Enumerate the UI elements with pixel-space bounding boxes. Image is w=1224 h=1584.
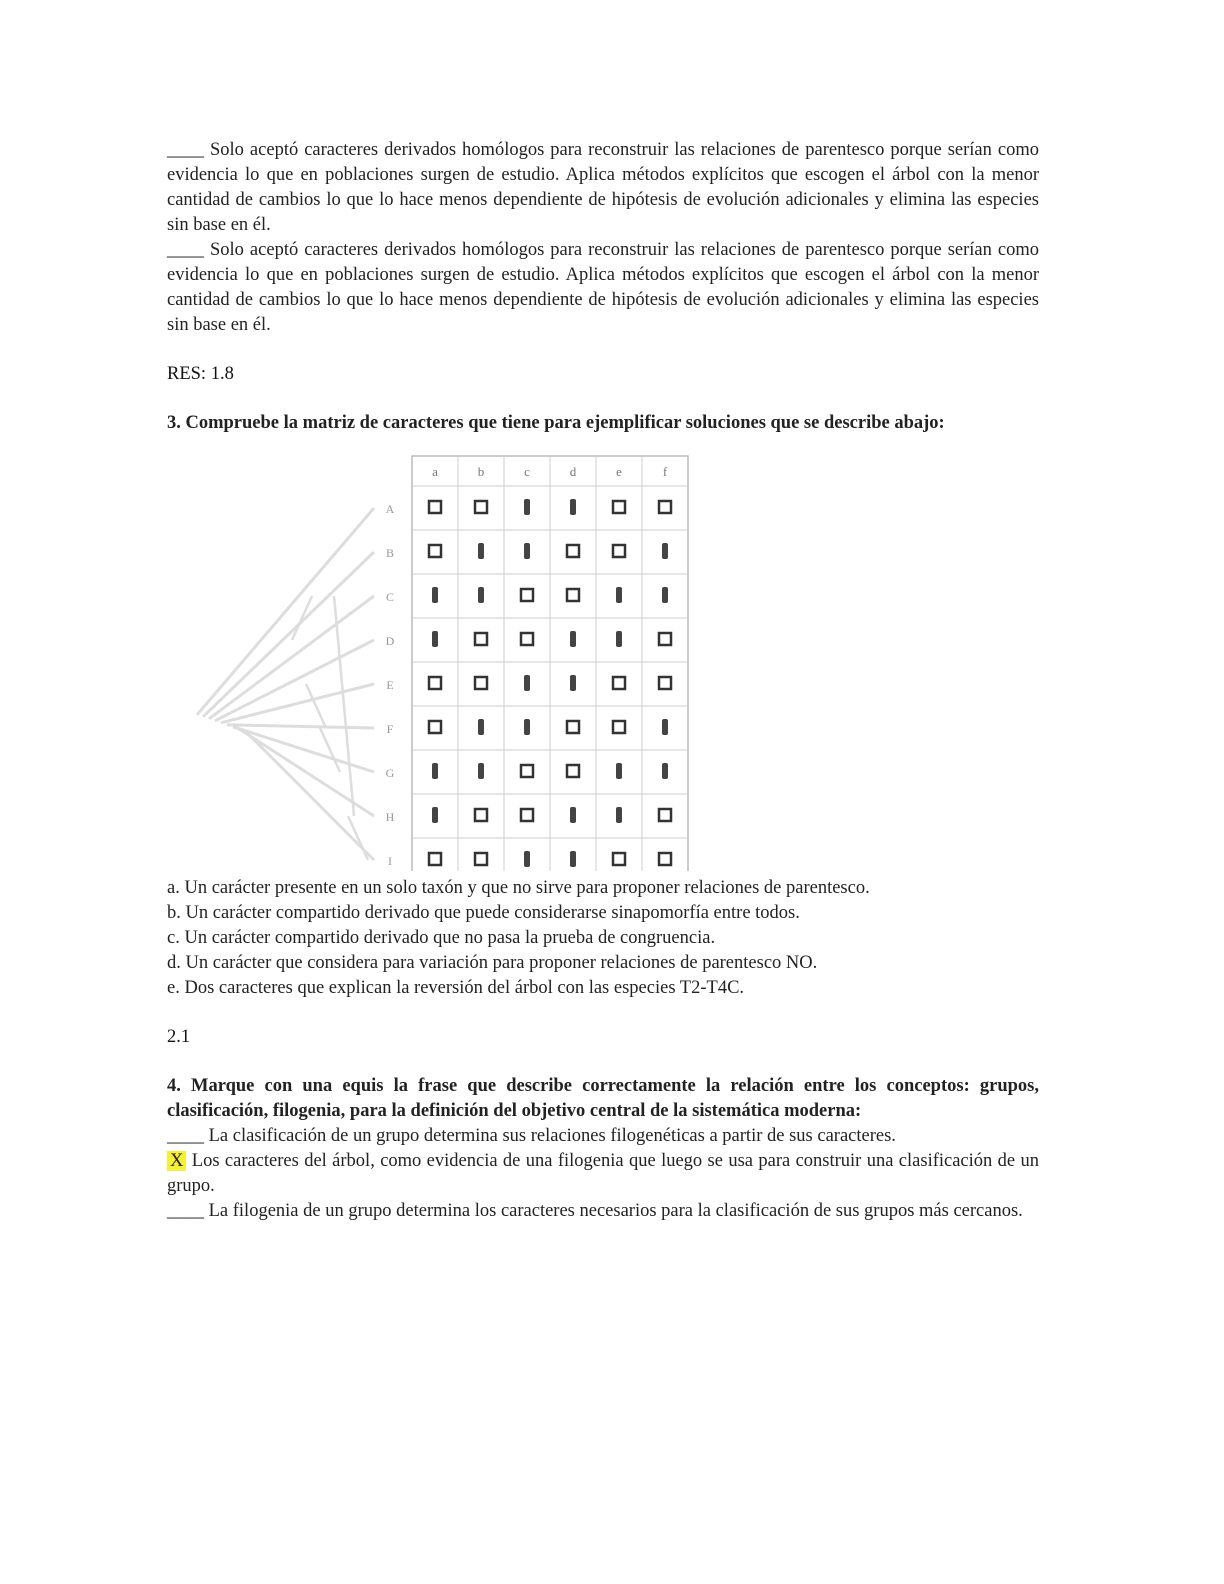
matrix-cell-square (567, 545, 579, 557)
matrix-cell-square (659, 809, 671, 821)
matrix-cell-bar (662, 543, 668, 559)
matrix-col-header: e (616, 464, 622, 479)
matrix-cell-bar (478, 763, 484, 779)
option-e: e. Dos caracteres que explican la reversión del árbol con las especies T2-T4C. (167, 978, 745, 998)
matrix-cell-bar (524, 851, 530, 867)
option-b: b. Un carácter compartido derivado que puede considerarse sinapomorfía entre todos. (167, 903, 800, 923)
option-c: c. Un carácter compartido derivado que no pasa la prueba de congruencia. (167, 928, 716, 948)
matrix-col-header: b (477, 464, 485, 479)
matrix-cell-square (567, 765, 579, 777)
cladogram-branch (221, 684, 374, 723)
matrix-cell-bar (616, 807, 622, 823)
taxon-label: G (385, 766, 395, 780)
matrix-cell-square (475, 677, 487, 689)
matrix-cell-square (429, 853, 441, 865)
character-matrix-figure (167, 446, 1039, 876)
cladogram-matrix (187, 446, 727, 871)
cladogram-branch (203, 552, 374, 717)
taxon-label: C (385, 590, 395, 604)
taxon-label: F (386, 722, 394, 736)
cladogram-node (306, 684, 326, 728)
matrix-cell-bar (570, 631, 576, 647)
matrix-cell-square (521, 809, 533, 821)
section-label: RES: 1.8 (167, 364, 234, 384)
matrix-cell-square (475, 501, 487, 513)
taxon-label: B (385, 546, 395, 560)
q4-item-3 (167, 1199, 1039, 1224)
matrix-cell-square (613, 721, 625, 733)
matrix-cell-square (613, 677, 625, 689)
matrix-cell-bar (616, 631, 622, 647)
answer-blank[interactable]: ____ (167, 1126, 204, 1146)
q4-item-2 (167, 1149, 1039, 1199)
question-4: 4. Marque con una equis la frase que describe correctamente la relación entre los conceptos: grupos, clasificación, filogenia, para la definición del objetivo central de la sistemática moderna: (167, 1076, 1039, 1121)
matrix-col-header: d (569, 464, 577, 479)
question-3: 3. Compruebe la matriz de caracteres que tiene para ejemplificar soluciones que se describe abajo: (167, 413, 945, 433)
matrix-cell-bar (478, 543, 484, 559)
cladogram-node (334, 596, 354, 816)
option-d: d. Un carácter que considera para variación para proponer relaciones de parentesco NO. (167, 953, 818, 973)
cladogram-branch (233, 727, 374, 772)
matrix-cell-bar (432, 807, 438, 823)
matrix-cell-square (613, 501, 625, 513)
q4-item-text: La clasificación de un grupo determina sus relaciones filogenéticas a partir de sus caracteres. (208, 1126, 896, 1146)
q4-item-text: Los caracteres del árbol, como evidencia de una filogenia que luego se usa para construir una clasificación de un grupo. (167, 1151, 1040, 1196)
matrix-cell-square (659, 633, 671, 645)
cladogram-branch (227, 725, 374, 728)
matrix-cell-bar (616, 587, 622, 603)
matrix-cell-square (429, 721, 441, 733)
matrix-cell-square (521, 633, 533, 645)
matrix-cell-square (475, 853, 487, 865)
matrix-cell-bar (662, 719, 668, 735)
option-a: a. Un carácter presente en un solo taxón y que no sirve para proponer relaciones de parentesco. (167, 878, 870, 898)
answer-blank[interactable]: ____ (167, 1201, 204, 1221)
document-page (167, 138, 1039, 1224)
matrix-col-header: c (524, 464, 530, 479)
matrix-cell-bar (662, 763, 668, 779)
cladogram-node (320, 728, 340, 772)
matrix-cell-bar (570, 499, 576, 515)
q4-item-1 (167, 1124, 1039, 1149)
matrix-cell-bar (432, 631, 438, 647)
matrix-cell-square (475, 809, 487, 821)
matrix-cell-bar (570, 851, 576, 867)
matrix-cell-bar (478, 587, 484, 603)
matrix-cell-bar (524, 675, 530, 691)
matrix-cell-square (613, 853, 625, 865)
matrix-cell-bar (570, 807, 576, 823)
matrix-cell-bar (524, 543, 530, 559)
intro-paragraph-2: ____ Solo aceptó caracteres derivados homólogos para reconstruir las relaciones de parentesco porque serían como evidencia lo que en poblaciones surgen de estudio. Aplica métodos explícitos que escogen el árbol con la menor cantidad de cambios lo que lo hace menos dependiente de hipótesis de evolución adicionales y elimina las especies sin base en él. (167, 240, 1039, 335)
matrix-cell-square (613, 545, 625, 557)
matrix-cell-square (429, 545, 441, 557)
matrix-cell-bar (432, 763, 438, 779)
matrix-cell-square (659, 677, 671, 689)
matrix-col-header: f (662, 464, 668, 479)
matrix-cell-square (567, 721, 579, 733)
taxon-label: D (385, 634, 395, 648)
matrix-cell-square (521, 589, 533, 601)
matrix-cell-square (475, 633, 487, 645)
taxon-label: I (388, 854, 392, 868)
taxon-label: E (386, 678, 394, 692)
matrix-cell-bar (524, 499, 530, 515)
matrix-cell-square (659, 853, 671, 865)
intro-paragraph-1: ____ Solo aceptó caracteres derivados homólogos para reconstruir las relaciones de parentesco porque serían como evidencia lo que en poblaciones surgen de estudio. Aplica métodos explícitos que escogen el árbol con la menor cantidad de cambios lo que lo hace menos dependiente de hipótesis de evolución adicionales y elimina las especies sin base en él. (167, 140, 1039, 235)
taxon-label: H (385, 810, 395, 824)
options-list (167, 876, 1039, 1001)
matrix-cell-square (521, 765, 533, 777)
matrix-cell-bar (570, 675, 576, 691)
taxon-label: A (385, 502, 395, 516)
matrix-cell-square (429, 501, 441, 513)
cladogram-branch (209, 596, 374, 719)
matrix-cell-square (429, 677, 441, 689)
matrix-cell-bar (478, 719, 484, 735)
matrix-cell-bar (432, 587, 438, 603)
matrix-col-header: a (432, 464, 438, 479)
q4-item-text: La filogenia de un grupo determina los caracteres necesarios para la clasificación de sus grupos más cercanos. (208, 1201, 1023, 1221)
matrix-cell-bar (524, 719, 530, 735)
matrix-cell-bar (662, 587, 668, 603)
matrix-cell-square (659, 501, 671, 513)
answer-mark[interactable]: X (167, 1151, 186, 1171)
matrix-cell-bar (616, 763, 622, 779)
section-label-2: 2.1 (167, 1027, 191, 1047)
matrix-cell-square (567, 589, 579, 601)
